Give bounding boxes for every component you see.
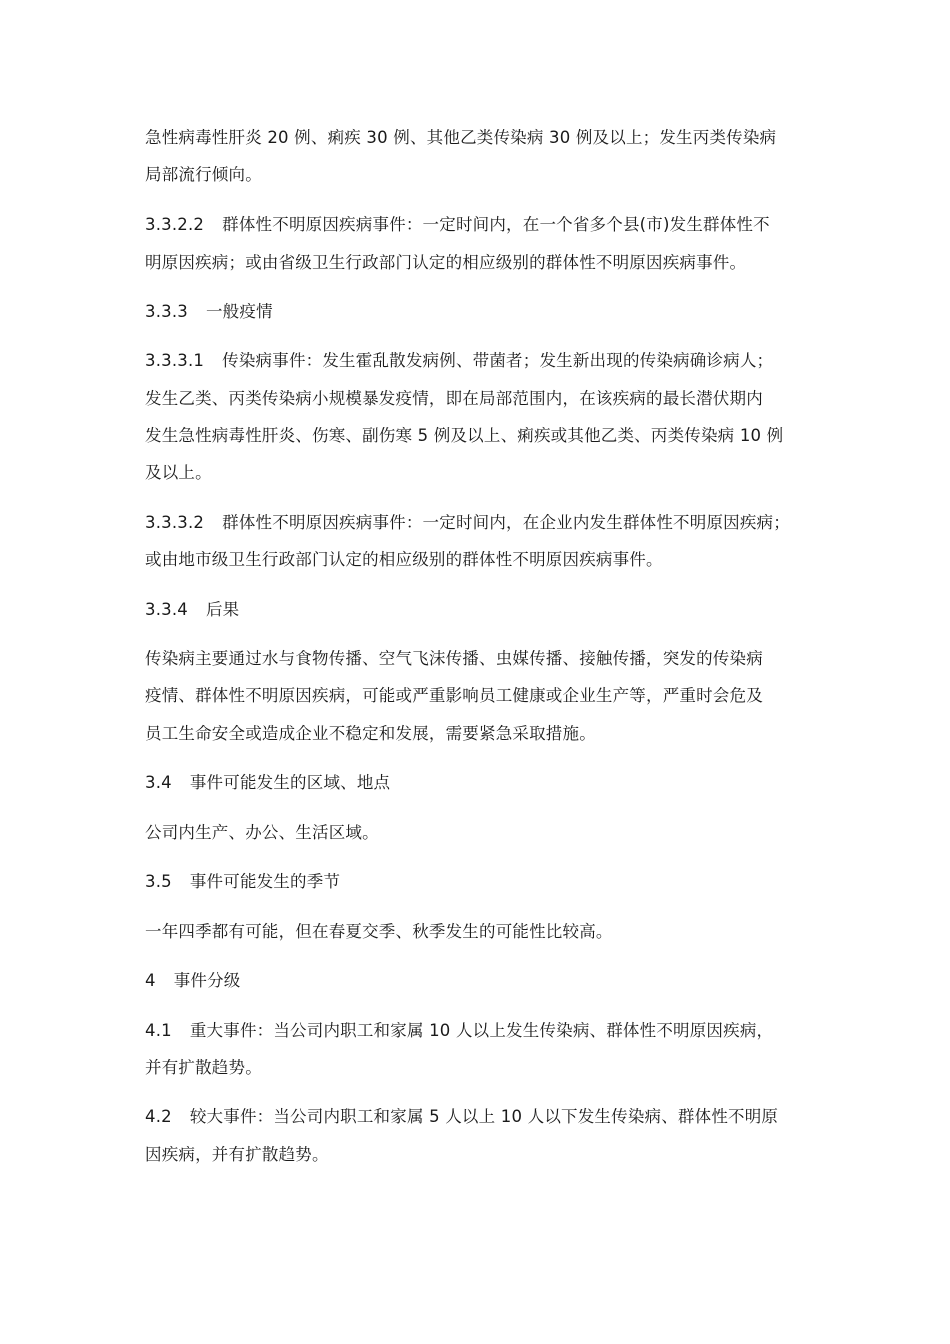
section-number: 4.1 (145, 1021, 172, 1040)
section-4 (145, 970, 241, 992)
section-number: 3.5 (145, 872, 172, 891)
section-3-3-2-2 (145, 214, 770, 236)
section-heading: 后果 (205, 600, 240, 619)
section-number: 3.3.3 (145, 302, 188, 321)
section-heading: 事件可能发生的季节 (189, 872, 341, 891)
paragraph-line: 及以上。 (145, 463, 212, 482)
section-heading: 一般疫情 (205, 302, 273, 321)
paragraph-line: 群体性不明原因疾病事件：一定时间内，在企业内发生群体性不明原因疾病； (222, 513, 790, 532)
section-number: 3.4 (145, 773, 172, 792)
paragraph-line: 公司内生产、办公、生活区域。 (145, 823, 379, 842)
paragraph-line: 重大事件：当公司内职工和家属 10 人以上发生传染病、群体性不明原因疾病， (189, 1021, 774, 1040)
paragraph-line: 因疾病，并有扩散趋势。 (145, 1145, 329, 1164)
paragraph-line: 局部流行倾向。 (145, 165, 262, 184)
section-4-1 (145, 1020, 773, 1042)
paragraph-line: 较大事件：当公司内职工和家属 5 人以上 10 人以下发生传染病、群体性不明原 (189, 1107, 779, 1126)
paragraph-line: 发生乙类、丙类传染病小规模暴发疫情，即在局部范围内，在该疾病的最长潜伏期内 (145, 389, 763, 408)
paragraph-line: 传染病主要通过水与食物传播、空气飞沫传播、虫媒传播、接触传播，突发的传染病 (145, 649, 763, 668)
paragraph-line: 发生急性病毒性肝炎、伤寒、副伤寒 5 例及以上、痢疾或其他乙类、丙类传染病 10 例 (145, 426, 784, 445)
section-number: 3.3.3.1 (145, 351, 205, 370)
section-3-4 (145, 772, 390, 794)
paragraph-line: 或由地市级卫生行政部门认定的相应级别的群体性不明原因疾病事件。 (145, 550, 663, 569)
section-heading: 事件分级 (173, 971, 241, 990)
paragraph-line: 急性病毒性肝炎 20 例、痢疾 30 例、其他乙类传染病 30 例及以上；发生丙类传染病 (145, 128, 777, 147)
paragraph-line: 疫情、群体性不明原因疾病，可能或严重影响员工健康或企业生产等，严重时会危及 (145, 686, 763, 705)
section-number: 3.3.2.2 (145, 215, 205, 234)
section-heading: 事件可能发生的区域、地点 (189, 773, 391, 792)
paragraph-line: 群体性不明原因疾病事件：一定时间内，在一个省多个县(市)发生群体性不 (222, 215, 770, 234)
paragraph-line: 并有扩散趋势。 (145, 1058, 262, 1077)
section-3-3-3-1 (145, 350, 773, 372)
section-3-3-3 (145, 301, 273, 323)
section-4-2 (145, 1106, 778, 1128)
section-number: 3.3.3.2 (145, 513, 205, 532)
paragraph-line: 明原因疾病；或由省级卫生行政部门认定的相应级别的群体性不明原因疾病事件。 (145, 253, 747, 272)
paragraph-line: 传染病事件：发生霍乱散发病例、带菌者；发生新出现的传染病确诊病人； (222, 351, 774, 370)
paragraph-line: 员工生命安全或造成企业不稳定和发展，需要紧急采取措施。 (145, 724, 596, 743)
section-number: 3.3.4 (145, 600, 188, 619)
section-3-3-4 (145, 599, 239, 621)
section-number: 4 (145, 971, 156, 990)
paragraph-line: 一年四季都有可能，但在春夏交季、秋季发生的可能性比较高。 (145, 922, 613, 941)
section-number: 4.2 (145, 1107, 172, 1126)
section-3-5 (145, 871, 340, 893)
section-3-3-3-2 (145, 512, 790, 534)
